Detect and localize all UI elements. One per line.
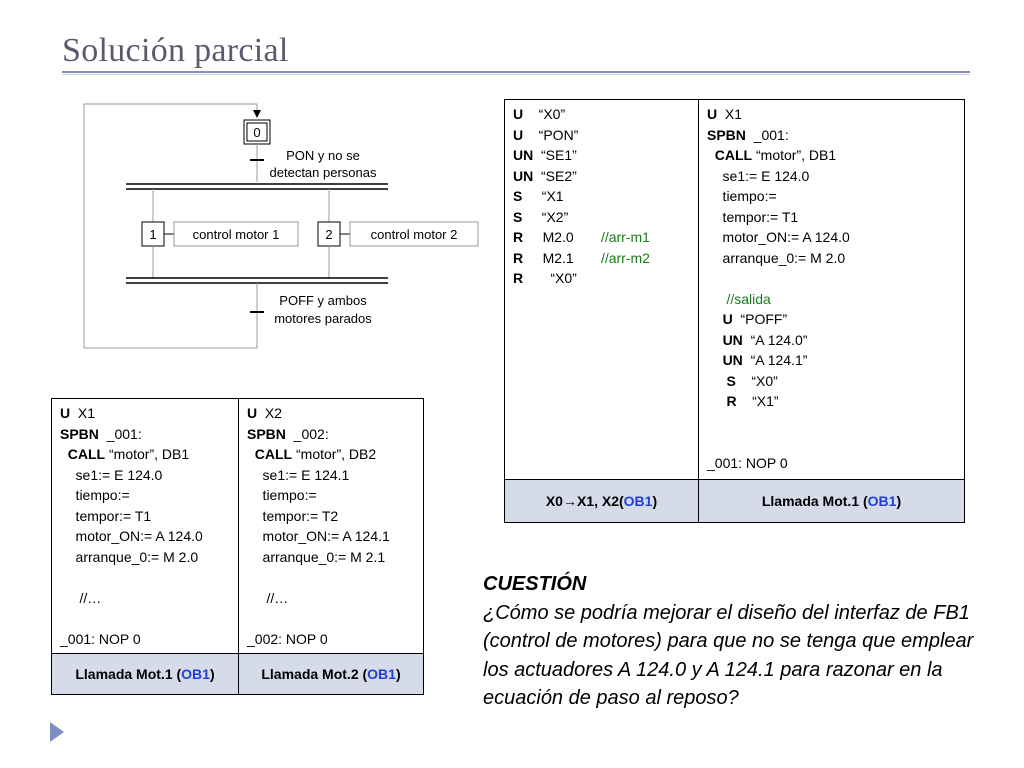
code-text: ): [395, 665, 401, 682]
code-line: [60, 526, 230, 547]
question-text: ¿Cómo se podría mejorar el diseño del interfaz de FB1 (control de motores) para que no se tenga que emplear los actuadores A 124.0 y A 124.1 para razonar en la ecuación de paso al reposo?: [483, 601, 974, 709]
code-keyword: CALL: [67, 446, 106, 462]
code-text: _002: NOP 0: [247, 630, 328, 647]
transition-1-line2: detectan personas: [269, 165, 377, 180]
code-text: _001: NOP 0: [707, 454, 788, 471]
code-line: [60, 465, 230, 486]
code-text: “SE1”: [533, 147, 577, 163]
code-keyword: UN: [722, 352, 743, 368]
code-text: arranque_0:= M 2.1: [247, 548, 386, 565]
footer-text: [762, 491, 901, 512]
code-text: ): [652, 492, 658, 509]
code-line: [60, 608, 230, 629]
code-line: [707, 391, 956, 412]
code-line: [513, 125, 690, 146]
code-text: Llamada Mot.1 (: [761, 492, 868, 509]
step-1-label: 1: [149, 227, 157, 242]
code-line: [707, 350, 956, 371]
footer-text: [546, 491, 657, 512]
code-keyword: U: [60, 405, 71, 421]
code-text: //…: [247, 589, 289, 606]
code-keyword: UN: [722, 331, 743, 348]
code-line: [247, 547, 415, 568]
code-line: [707, 289, 956, 310]
code-keyword: UN: [513, 167, 534, 184]
code-text: _001: NOP 0: [60, 630, 141, 647]
code-line: [247, 588, 415, 609]
code-keyword: R: [513, 249, 524, 266]
code-text: Llamada Mot.2 (: [261, 665, 368, 682]
code-cell-step0: [505, 100, 698, 293]
code-text: //…: [60, 589, 102, 606]
ob-reference: OB1: [181, 665, 210, 682]
code-text: motor_ON:= A 124.1: [247, 528, 390, 544]
ob-reference: OB1: [367, 665, 396, 682]
transition-2-line1: POFF y ambos: [279, 293, 367, 308]
code-text: “POFF”: [732, 311, 788, 327]
code-text: se1:= E 124.1: [247, 466, 350, 483]
code-text: [707, 373, 726, 389]
code-text: arranque_0:= M 2.0: [707, 249, 846, 266]
page-title: Solución parcial: [62, 32, 289, 69]
code-line: [707, 248, 956, 269]
transition-1-line1: PON y no se: [286, 148, 360, 163]
code-text: ): [209, 665, 215, 682]
code-keyword: S: [726, 372, 736, 389]
code-comment: //arr-m2: [600, 249, 650, 266]
code-keyword: R: [726, 393, 737, 409]
footer-label-mot2: [239, 654, 423, 694]
code-text: tempor:= T2: [247, 507, 339, 524]
code-line: [247, 608, 415, 629]
code-line: [707, 186, 956, 207]
footer-text: [75, 664, 214, 685]
ob-reference: OB1: [867, 492, 897, 509]
code-text: M2.1: [523, 249, 601, 266]
code-text: tempor:= T1: [707, 208, 799, 225]
code-keyword: CALL: [714, 147, 753, 163]
code-cell-step1: [699, 100, 964, 477]
code-keyword: UN: [513, 147, 534, 163]
code-text: X1: [70, 405, 96, 421]
code-text: “PON”: [523, 126, 579, 143]
code-line: [247, 506, 415, 527]
code-line: [247, 526, 415, 547]
code-text: X2: [257, 405, 283, 421]
code-text: Llamada Mot.1 (: [75, 665, 182, 682]
code-text: motor_ON:= A 124.0: [707, 229, 850, 245]
code-text: [707, 147, 715, 163]
code-line: [247, 444, 415, 465]
code-line: [60, 629, 230, 650]
code-text: [60, 446, 68, 462]
table-footer: [505, 479, 964, 522]
code-text: “X1: [522, 188, 564, 204]
code-line: [247, 629, 415, 650]
title-underline: [62, 71, 970, 73]
step-2-label: 2: [325, 227, 333, 242]
title-underline-light: [62, 74, 970, 75]
code-text: motor_ON:= A 124.0: [60, 528, 203, 544]
code-keyword: U: [513, 106, 524, 122]
code-keyword: CALL: [254, 446, 293, 462]
footer-text: [261, 664, 400, 685]
code-line: [60, 567, 230, 588]
code-line: [707, 330, 956, 351]
question-block: [483, 570, 1003, 713]
code-cell-step1: [52, 399, 238, 653]
code-text: se1:= E 124.0: [707, 167, 810, 184]
grafcet-diagram: [82, 100, 482, 352]
footer-label-mot1: [699, 480, 964, 522]
code-line: [513, 166, 690, 187]
code-line: [247, 567, 415, 588]
code-text: “X0”: [523, 270, 577, 286]
code-comment: //salida: [726, 290, 771, 307]
code-text: ): [896, 492, 902, 509]
code-keyword: S: [513, 208, 523, 225]
code-text: tiempo:=: [60, 487, 130, 503]
table-footer: [52, 653, 423, 694]
action-2-label: control motor 2: [370, 227, 458, 242]
code-line: [707, 166, 956, 187]
code-line: [513, 248, 690, 269]
code-text: “X0”: [735, 372, 778, 389]
code-line: [513, 227, 690, 248]
code-text: [247, 446, 255, 462]
code-keyword: SPBN: [247, 425, 286, 442]
code-line: [513, 207, 690, 228]
code-text: X0→X1, X2(: [545, 492, 624, 509]
transition-2-line2: motores parados: [274, 311, 372, 326]
code-table-right: [504, 99, 965, 523]
code-text: se1:= E 124.0: [60, 466, 163, 483]
code-keyword: SPBN: [707, 126, 746, 143]
code-line: [513, 145, 690, 166]
footer-label-transition: [505, 480, 698, 522]
code-line: [60, 485, 230, 506]
code-line: [60, 403, 230, 424]
code-table-left: [51, 398, 424, 695]
code-line: [513, 104, 690, 125]
code-line: [707, 432, 956, 453]
code-text: “A 124.1”: [742, 352, 808, 368]
code-text: tempor:= T1: [60, 507, 152, 524]
step-0-label: 0: [253, 125, 261, 140]
code-line: [247, 403, 415, 424]
code-text: _002:: [285, 425, 329, 442]
code-keyword: U: [722, 311, 733, 327]
next-slide-arrow-icon[interactable]: [50, 722, 64, 742]
code-line: [707, 125, 956, 146]
code-line: [707, 227, 956, 248]
ob-reference: OB1: [623, 492, 653, 509]
code-line: [707, 412, 956, 433]
code-line: [60, 547, 230, 568]
code-text: [707, 352, 723, 368]
code-line: [707, 268, 956, 289]
code-line: [707, 371, 956, 392]
code-line: [707, 309, 956, 330]
code-line: [247, 465, 415, 486]
code-text: arranque_0:= M 2.0: [60, 548, 199, 565]
code-keyword: S: [513, 188, 523, 204]
code-line: [707, 207, 956, 228]
code-text: “X0”: [523, 106, 566, 122]
code-line: [513, 268, 690, 289]
question-title: CUESTIÓN: [483, 573, 587, 595]
code-text: tiempo:=: [707, 188, 777, 204]
code-text: “X2”: [522, 208, 569, 225]
code-line: [60, 444, 230, 465]
code-line: [707, 104, 956, 125]
code-text: [707, 291, 726, 307]
code-text: “A 124.0”: [742, 331, 808, 348]
code-comment: //arr-m1: [600, 229, 650, 245]
code-text: “motor”, DB2: [292, 446, 377, 462]
code-text: “X1”: [736, 393, 779, 409]
code-keyword: U: [513, 126, 524, 143]
code-line: [707, 145, 956, 166]
code-line: [60, 424, 230, 445]
code-text: _001:: [98, 425, 142, 442]
code-keyword: SPBN: [60, 425, 99, 442]
code-line: [707, 453, 956, 474]
code-line: [247, 485, 415, 506]
code-text: X1: [717, 106, 743, 122]
code-text: “SE2”: [533, 167, 577, 184]
code-text: tiempo:=: [247, 487, 317, 503]
code-text: “motor”, DB1: [752, 147, 837, 163]
code-line: [60, 588, 230, 609]
code-keyword: U: [247, 405, 258, 421]
code-text: [707, 311, 723, 327]
code-cell-step2: [239, 399, 423, 653]
code-text: [707, 393, 726, 409]
action-1-label: control motor 1: [192, 227, 280, 242]
code-line: [60, 506, 230, 527]
code-text: [707, 332, 723, 348]
code-text: _001:: [745, 126, 789, 143]
footer-label-mot1: [52, 654, 238, 694]
code-line: [247, 424, 415, 445]
code-text: “motor”, DB1: [105, 446, 190, 462]
code-line: [513, 186, 690, 207]
code-keyword: R: [513, 270, 524, 286]
code-keyword: R: [513, 229, 524, 245]
code-keyword: U: [707, 106, 718, 122]
code-text: M2.0: [523, 229, 601, 245]
